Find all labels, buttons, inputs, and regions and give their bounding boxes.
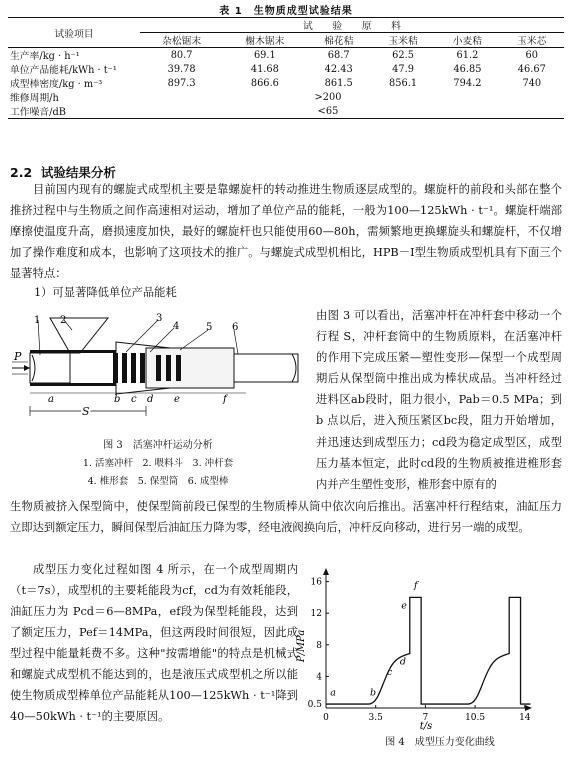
table-cell: 856.1 <box>389 77 418 89</box>
x-tick-label: 3.5 <box>368 713 383 723</box>
paragraph-full: 生物质被挤入保型筒中，使保型筒前段已保型的生物质棒从筒中依次向后推出。活塞冲杆行程结束，油缸压力立即达到额定压力，瞬间保型后油缸压力降为零，经电液阀换向后，冲杆反向移动，进行另一端的成型。 <box>10 500 562 534</box>
column-header: 玉米芯 <box>500 33 564 48</box>
row-label: 单位产品能耗/kWh · t⁻¹ <box>10 65 117 76</box>
figure-3-legend-1: 1. 活塞冲杆 2. 喂料斗 3. 冲杆套 <box>82 458 234 469</box>
table-cell: 80.7 <box>170 49 193 61</box>
table-cell: 46.67 <box>517 63 546 75</box>
fig3-label-4: 4 <box>173 321 180 332</box>
figure-3 <box>10 310 310 428</box>
table-cell: 46.85 <box>453 63 482 75</box>
fig4-y-label: P/MPa <box>296 629 307 663</box>
column-header: 小麦秸 <box>435 33 499 48</box>
fig4-axes <box>323 568 532 711</box>
x-tick-label: 10.5 <box>465 713 486 723</box>
row-label: 生产率/kg · h⁻¹ <box>10 51 80 62</box>
row-label: 工作噪音/dB <box>8 104 140 119</box>
fig3-label-b: b <box>114 394 121 405</box>
group-header: 试 验 原 料 <box>140 18 564 33</box>
fig3-label-d: d <box>147 394 154 405</box>
merged-value: <65 <box>140 104 564 119</box>
table-cell: 42.43 <box>324 63 353 75</box>
table-cell: 794.2 <box>453 77 482 89</box>
force-arrow-head <box>24 365 30 371</box>
fig4-x-label: t/s <box>419 721 433 732</box>
figure-3-legend-2: 4. 椎形套 5. 保型筒 6. 成型棒 <box>87 476 229 487</box>
fig3-label-5: 5 <box>206 322 213 333</box>
paragraph-right: 由图 3 可以看出，活塞冲杆在冲杆套中移动一个行程 S，冲杆套筒中的生物质原料，在活塞冲杆的作用下完成压紧—塑性变形—保型一个成型周期后从保型筒中推出成为棒状成品。当冲杆经过进料区ab段时，阻力很小，Pab＝0.5 MPa；到 b 点以后，进入预压紧区bc段，阻力开始增加，并迅速达到成型压力；cd段为稳定成型区，成型压力基本恒定，此时cd段的生物质被推进椎形套内并产生塑性变形，椎形套中原有的 <box>316 309 562 491</box>
fig3-label-S: S <box>82 405 90 418</box>
results-table <box>8 17 564 119</box>
curve-point-label: e <box>401 600 407 612</box>
figure-3-caption: 图 3 活塞冲杆运动分析 <box>103 440 213 451</box>
piston-rod-shape <box>30 353 70 383</box>
y-tick-label: 4 <box>316 672 322 683</box>
curve-point-label: b <box>370 687 377 699</box>
curve-point-label: d <box>399 656 406 668</box>
merged-value: >200 <box>314 91 342 103</box>
y-tick-label: 0.5 <box>307 700 322 711</box>
y-tick-label: 12 <box>310 609 322 620</box>
row-label: 成型棒密度/kg · m⁻³ <box>10 79 103 90</box>
fig3-label-c: c <box>131 394 137 405</box>
x-tick-label: 14 <box>519 713 531 723</box>
subheading: 1）可显著降低单位产品能耗 <box>34 286 177 299</box>
x-tick-label: 0 <box>323 713 329 723</box>
fig3-label-P: P <box>14 350 22 363</box>
compressed-layers <box>113 353 145 383</box>
curve-point-label: a <box>330 687 336 699</box>
table-cell: 60 <box>525 49 539 61</box>
table-row <box>8 90 564 104</box>
table-row <box>8 62 564 76</box>
column-header: 榭木锯末 <box>223 33 306 48</box>
fig3-label-2: 2 <box>60 315 67 326</box>
table-cell: 740 <box>522 77 542 89</box>
table-row <box>8 76 564 90</box>
figure-4 <box>296 566 564 732</box>
section-number: 2.2 <box>10 165 33 180</box>
table-cell: 39.78 <box>167 63 196 75</box>
y-tick-label: 8 <box>316 640 322 651</box>
curve-point-label: f <box>414 579 418 591</box>
table-row <box>8 48 564 63</box>
table-cell: 866.6 <box>250 77 279 89</box>
column-header: 杂松锯末 <box>140 33 223 48</box>
product-rod-shape <box>234 354 298 382</box>
row-label: 维修周期/h <box>10 93 59 104</box>
table-cell: 68.7 <box>327 49 350 61</box>
fig3-label-f: f <box>223 394 227 405</box>
fig3-label-3: 3 <box>156 313 163 324</box>
feed-hopper-shape <box>50 318 108 353</box>
table-cell: 861.5 <box>324 77 353 89</box>
curve-point-label: c <box>387 666 393 678</box>
table-cell: 897.3 <box>167 77 196 89</box>
column-header: 棉花秸 <box>307 33 371 48</box>
pressure-curve <box>326 597 530 704</box>
fig3-label-e: e <box>174 394 180 405</box>
fig3-label-6: 6 <box>232 322 239 333</box>
column-header: 玉米秸 <box>371 33 435 48</box>
item-header: 试验项目 <box>8 18 140 48</box>
x-tick-label: 7 <box>422 713 429 723</box>
fig3-label-1: 1 <box>34 315 41 326</box>
paragraph-1: 目前国内现有的螺旋式成型机主要是靠螺旋杆的转动推进生物质逐层成型的。螺旋杆的前段和头部在整个推挤过程中与生物质之间作高速相对运动，增加了单位产品的能耗，一般为100—125kWh · t⁻¹。螺旋杆端部摩擦使温度升高，磨损速度加快，最好的螺旋杆也只能使用60—80h，需频繁地更换螺旋头和螺旋杆，不仅增加了操作难度和成本，也影响了这项技术的推广。与螺旋式成型机相比，HPB－Ⅰ型生物质成型机具有下面三个显著特点： <box>10 183 562 280</box>
table-cell: 69.1 <box>253 49 276 61</box>
table-row <box>8 104 564 119</box>
table-caption: 表 1 生物质成型试验结果 <box>219 6 353 17</box>
section-title: 试验结果分析 <box>40 165 116 180</box>
table-cell: 62.5 <box>392 49 414 61</box>
table-cell: 41.68 <box>250 63 279 75</box>
fig3-label-a: a <box>48 394 54 405</box>
table-cell: 47.9 <box>392 63 414 75</box>
table-cell: 61.2 <box>456 49 479 61</box>
paragraph-4: 成型压力变化过程如图 4 所示，在一个成型周期内（t＝7s），成型机的主要耗能段为cf，cd为有效耗能段，油缸压力为 Pcd＝6—8MPa，ef段为保型耗能段，达到了额定压力，Pef＝14MPa，但这两段时间很短，因此成型过程中能量耗费不多。这种"按需增能"的特点是机械式和螺旋式成型机不能达到的，也是液压式成型机之所以能使生物质成型棒单位产品能耗从100—125kWh · t⁻¹降到 40—50kWh · t⁻¹的主要原因。 <box>10 563 298 723</box>
y-tick-label: 16 <box>310 577 322 588</box>
figure-4-caption: 图 4 成型压力变化曲线 <box>385 737 495 748</box>
